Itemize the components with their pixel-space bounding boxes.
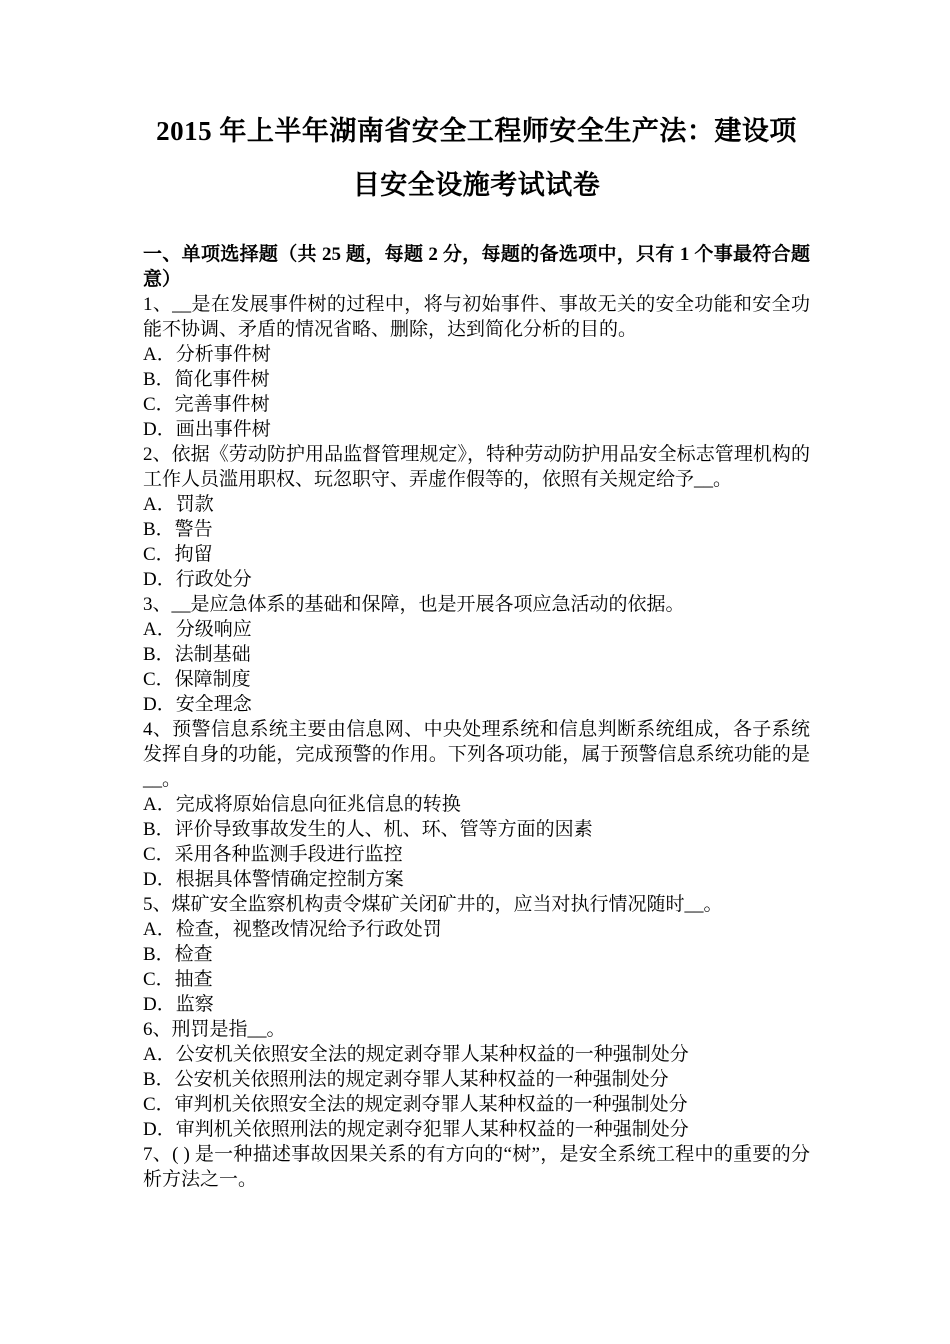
page-title: 2015 年上半年湖南省安全工程师安全生产法：建设项目安全设施考试试卷	[156, 116, 797, 200]
option-line: A．完成将原始信息向征兆信息的转换	[143, 794, 461, 815]
option-line: B．警告	[143, 519, 213, 540]
option-line: D．行政处分	[143, 569, 252, 590]
option-line: A．检查，视整改情况给予行政处罚	[143, 919, 442, 940]
option-line: C．完善事件树	[143, 394, 270, 415]
option-line: C．抽查	[143, 969, 213, 990]
option-line: D．画出事件树	[143, 419, 271, 440]
option-line: B．简化事件树	[143, 369, 270, 390]
question-stem: 3、__是应急体系的基础和保障，也是开展各项应急活动的依据。	[143, 594, 685, 615]
option-line: D．安全理念	[143, 694, 252, 715]
question-stem: 2、依据《劳动防护用品监督管理规定》，特种劳动防护用品安全标志管理机构的工作人员滥用职权、玩忽职守、弄虚作假等的，依照有关规定给予__。	[143, 444, 810, 490]
option-line: C．拘留	[143, 544, 213, 565]
option-line: C．采用各种监测手段进行监控	[143, 844, 403, 865]
option-line: B．公安机关依照刑法的规定剥夺罪人某种权益的一种强制处分	[143, 1069, 669, 1090]
question-stem: 6、刑罚是指__。	[143, 1019, 286, 1040]
option-line: A．分级响应	[143, 619, 252, 640]
option-line: D．监察	[143, 994, 214, 1015]
question-list	[143, 292, 810, 1192]
option-line: D．根据具体警情确定控制方案	[143, 869, 404, 890]
option-line: A．公安机关依照安全法的规定剥夺罪人某种权益的一种强制处分	[143, 1044, 689, 1065]
question-stem: 1、__是在发展事件树的过程中，将与初始事件、事故无关的安全功能和安全功能不协调、矛盾的情况省略、删除，达到简化分析的目的。	[143, 294, 810, 340]
option-line: A．罚款	[143, 494, 214, 515]
option-line: D．审判机关依照刑法的规定剥夺犯罪人某种权益的一种强制处分	[143, 1119, 689, 1140]
option-line: A．分析事件树	[143, 344, 271, 365]
option-line: B．法制基础	[143, 644, 251, 665]
option-line: C．审判机关依照安全法的规定剥夺罪人某种权益的一种强制处分	[143, 1094, 688, 1115]
section-heading: 一、单项选择题（共 25 题，每题 2 分，每题的备选项中，只有 1 个事最符合题意）	[143, 244, 810, 290]
option-line: C．保障制度	[143, 669, 251, 690]
option-line: B．评价导致事故发生的人、机、环、管等方面的因素	[143, 819, 593, 840]
question-stem: 7、( ) 是一种描述事故因果关系的有方向的“树”，是安全系统工程中的重要的分析方法之一。	[143, 1144, 810, 1190]
option-line: B．检查	[143, 944, 213, 965]
question-stem: 4、预警信息系统主要由信息网、中央处理系统和信息判断系统组成，各子系统发挥自身的功能，完成预警的作用。下列各项功能，属于预警信息系统功能的是__。	[143, 719, 810, 790]
question-stem: 5、煤矿安全监察机构责令煤矿关闭矿井的，应当对执行情况随时__。	[143, 894, 723, 915]
